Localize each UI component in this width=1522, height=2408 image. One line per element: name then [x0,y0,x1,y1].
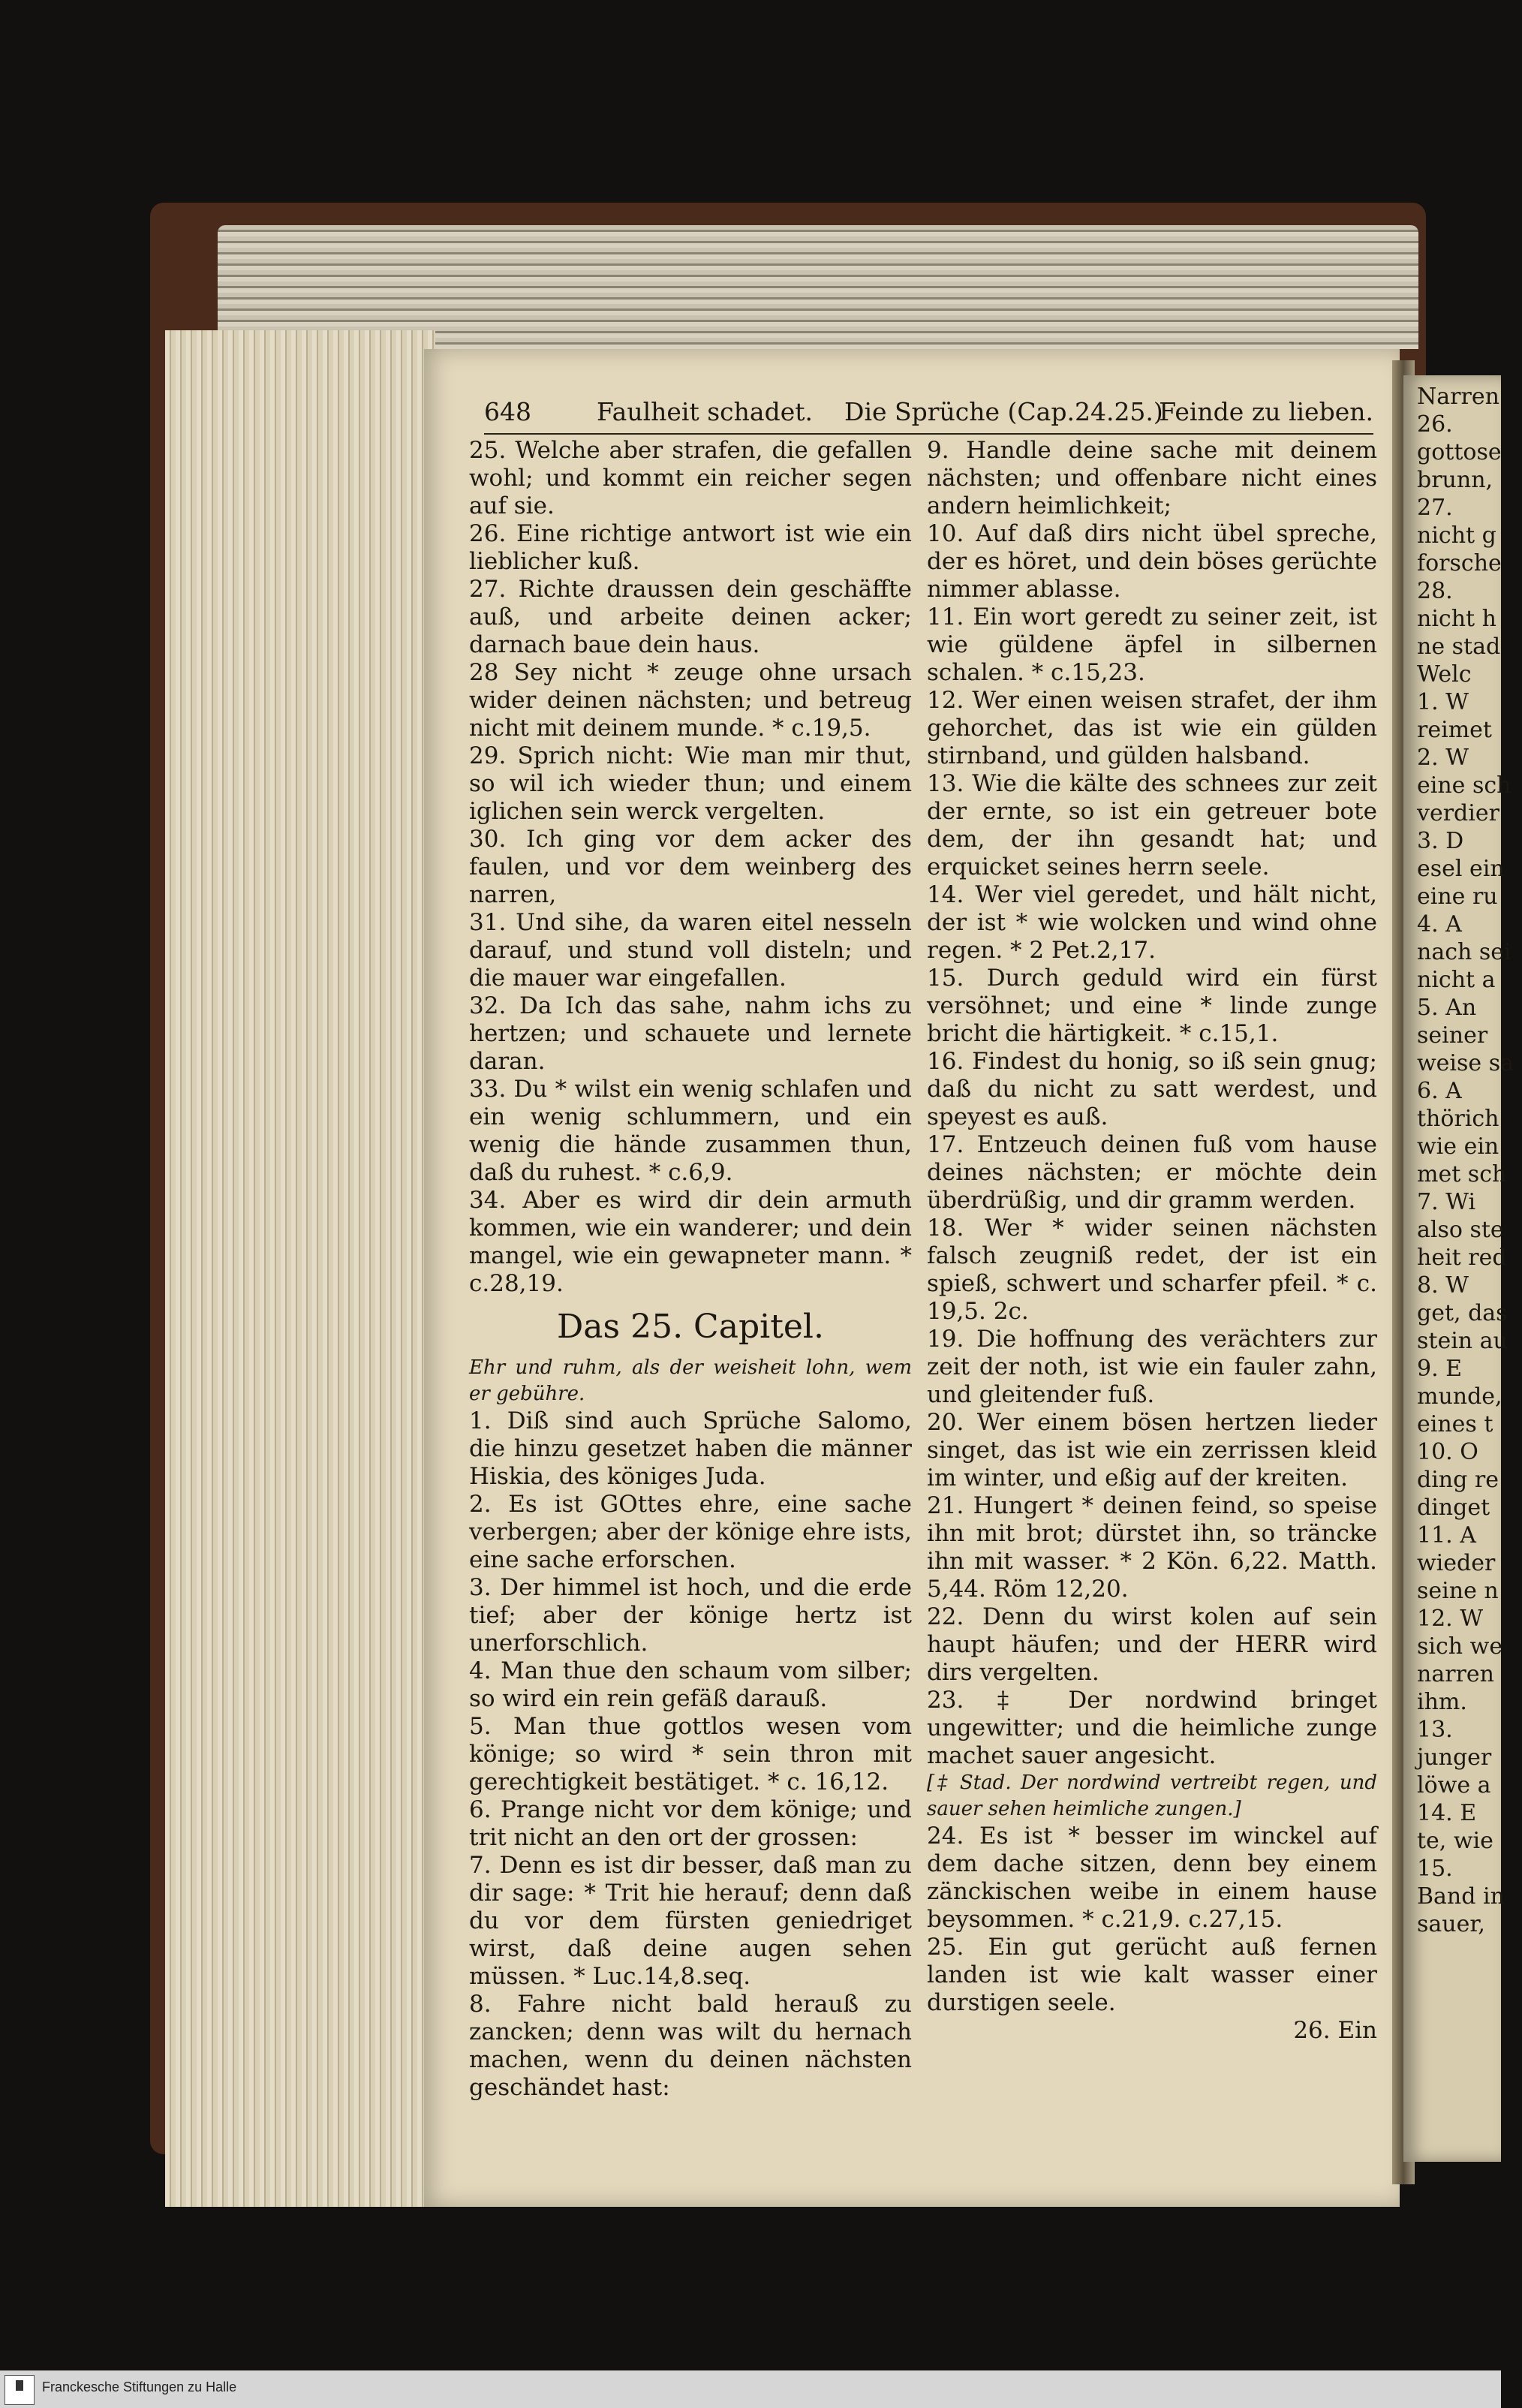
verse: 15. Durch geduld wird ein fürst versöhnet; und eine * linde zunge bricht die härtigkeit. * c.15,1. [927,965,1377,1047]
facing-page-line: 26. [1417,411,1453,438]
facing-page-line: also ste [1417,1217,1504,1243]
verse: 8. Fahre nicht bald herauß zu zancken; denn was wilt du hernach machen, wenn du deinen nächsten geschändet hast: [469,1991,912,2101]
facing-page-line: nicht h [1417,606,1496,632]
facing-page-line: sich we [1417,1633,1503,1660]
facing-page-line: verdier [1417,800,1499,826]
verse: 7. Denn es ist dir besser, daß man zu dir sage: * Trit hie herauf; denn daß du vor dem fürsten geniedriget wirst, daß deine augen sehen müssen. * Luc.14,8.seq. [469,1852,912,1990]
verse: 22. Denn du wirst kolen auf sein haupt häufen; und der HERR wird dirs vergelten. [927,1603,1377,1686]
book-title: Die Sprüche (Cap.24.25.) [844,397,1163,426]
facing-page-line: weise sa [1417,1050,1514,1076]
facing-page-line: löwe a [1417,1772,1491,1798]
verse: 26. Eine richtige antwort ist wie ein lieblicher kuß. [469,520,912,575]
facing-page-line: ding re [1417,1467,1499,1493]
facing-page-line: ne stad [1417,634,1501,660]
left-column [469,437,912,2102]
verse: 9. Handle deine sache mit deinem nächsten; und offenbare nicht eines andern heimlichkeit; [927,437,1377,519]
verse: 18. Wer * wider seinen nächsten falsch zeugniß redet, der ist ein spieß, schwert und scharfer pfeil. * c. 19,5. 2c. [927,1215,1377,1325]
verse: 10. Auf daß dirs nicht übel spreche, der es höret, und dein böses gerüchte nimmer ablasse. [927,520,1377,603]
verse: 34. Aber es wird dir dein armuth kommen, wie ein wanderer; und dein mangel, wie ein gewapneter mann. * c.28,19. [469,1187,912,1297]
facing-page-line: 5. An [1417,995,1477,1021]
verse: 11. Ein wort geredt zu seiner zeit, ist wie güldene äpfel in silbernen schalen. * c.15,23. [927,604,1377,686]
facing-page-line: Band in [1417,1883,1505,1910]
facing-page-line: 15. [1417,1856,1453,1882]
page-header [484,394,1373,435]
verse: 24. Es ist * besser im winckel auf dem dache sitzen, denn bey einem zänckischen weibe in einem hause beysommen. * c.21,9. c.27,15. [927,1823,1377,1933]
marginal-note: [‡ Stad. Der nordwind vertreibt regen, und sauer sehen heimliche zungen.] [927,1771,1377,1820]
facing-page-line: eines t [1417,1411,1493,1437]
verse: 16. Findest du honig, so iß sein gnug; daß du nicht zu satt werdest, und speyest es auß. [927,1048,1377,1130]
facing-page-line: thörich [1417,1106,1499,1132]
facing-page-text [1417,383,1522,1938]
facing-page-line: 10. O [1417,1439,1478,1465]
facing-page-line: reimet [1417,717,1492,743]
facing-page-line: narren [1417,1661,1494,1687]
verse: 30. Ich ging vor dem acker des faulen, und vor dem weinberg des narren, [469,826,912,908]
footer-bar [0,2370,1501,2408]
facing-page-line: eine ru [1417,883,1498,910]
page-number: 648 [484,397,531,426]
facing-page-line: ihm. [1417,1689,1467,1715]
verse: 33. Du * wilst ein wenig schlafen und ein wenig schlummern, und ein wenig die hände zusammen thun, daß du ruhest. * c.6,9. [469,1076,912,1186]
institution-logo-icon [5,2375,35,2405]
facing-page-line: forsche [1417,550,1502,576]
facing-page-line: eine sch [1417,772,1511,799]
facing-page-line: Narren [1417,384,1499,410]
verse: 21. Hungert * deinen feind, so speise ihn mit brot; dürstet ihn, so träncke ihn mit wasser. * 2 Kön. 6,22. Matth. 5,44. Röm 12,20. [927,1492,1377,1603]
facing-page-line: sauer, [1417,1911,1485,1937]
verse: 32. Da Ich das sahe, nahm ichs zu hertzen; und schauete und lernete daran. [469,992,912,1075]
facing-page-line: 1. W [1417,689,1469,715]
running-title-right: Feinde zu lieben. [1159,397,1373,426]
verse: 31. Und sihe, da waren eitel nesseln darauf, und stund voll disteln; und die mauer war eingefallen. [469,909,912,992]
facing-page-line: seine n [1417,1578,1499,1604]
verse: 28 Sey nicht * zeuge ohne ursach wider deinen nächsten; und betreug nicht mit deinem munde. * c.19,5. [469,659,912,742]
facing-page-line: Welc [1417,661,1472,688]
facing-page-line: 2. W [1417,745,1469,771]
right-column [927,437,1377,2045]
facing-page-fragment [1403,375,1514,2162]
facing-page-line: seiner [1417,1022,1488,1049]
verse: 5. Man thue gottlos wesen vom könige; so wird * sein thron mit gerechtigkeit bestätiget. * c. 16,12. [469,1713,912,1795]
verse: 13. Wie die kälte des schnees zur zeit der ernte, so ist ein getreuer bote dem, der ihn gesandt hat; und erquicket seines herrn seele. [927,770,1377,880]
facing-page-line: met sch [1417,1161,1507,1187]
facing-page-line: 12. W [1417,1606,1484,1632]
facing-page-line: 3. D [1417,828,1464,854]
facing-page-line: 14. E [1417,1800,1477,1826]
facing-page-line: nach sei [1417,939,1511,965]
verse: 14. Wer viel geredet, und hält nicht, der ist * wie wolcken und wind ohne regen. * 2 Pet.2,17. [927,881,1377,964]
facing-page-line: wieder [1417,1550,1496,1576]
verse: 25. Ein gut gerücht auß fernen landen ist wie kalt wasser einer durstigen seele. [927,1934,1377,2016]
facing-page-line: junger [1417,1744,1492,1771]
verse: 3. Der himmel ist hoch, und die erde tief; aber der könige hertz ist unerforschlich. [469,1574,912,1657]
facing-page-line: 9. E [1417,1356,1463,1382]
facing-page-line: 4. A [1417,911,1462,938]
facing-page-line: esel ein [1417,856,1505,882]
page-edges-left [165,330,435,2207]
facing-page-line: 7. Wi [1417,1189,1476,1215]
verse: 17. Entzeuch deinen fuß vom hause deines nächsten; er möchte dein überdrüßig, und dir gramm werden. [927,1131,1377,1214]
facing-page-line: 8. W [1417,1272,1469,1299]
verse: 4. Man thue den schaum vom silber; so wird ein rein gefäß darauß. [469,1657,912,1712]
verse: 29. Sprich nicht: Wie man mir thut, so wil ich wieder thun; und einem iglichen sein werck vergelten. [469,742,912,825]
verse: 20. Wer einem bösen hertzen lieder singet, das ist wie ein zerrissen kleid im winter, und eßig auf der kreiten. [927,1409,1377,1491]
facing-page-line: brunn, [1417,467,1493,493]
verse: 2. Es ist GOttes ehre, eine sache verbergen; aber der könige ehre ists, eine sache erforschen. [469,1491,912,1573]
facing-page-line: dinget [1417,1494,1490,1521]
facing-page-line: nicht g [1417,522,1496,549]
facing-page-line: 28. [1417,578,1453,604]
verse: 6. Prange nicht vor dem könige; und trit nicht an den ort der grossen: [469,1796,912,1851]
facing-page-line: 13. [1417,1717,1453,1743]
facing-page-line: wie ein [1417,1133,1499,1160]
verse: 27. Richte draussen dein geschäffte auß, und arbeite deinen acker; darnach baue dein haus. [469,576,912,658]
verse: 19. Die hoffnung des verächters zur zeit der noth, ist wie ein fauler zahn, und gleitender fuß. [927,1326,1377,1408]
verse: 1. Diß sind auch Sprüche Salomo, die hinzu gesetzet haben die männer Hiskia, des königes Juda. [469,1407,912,1490]
verse: 12. Wer einen weisen strafet, der ihm gehorchet, das ist wie ein gülden stirnband, und gülden halsband. [927,687,1377,769]
facing-page-line: gottose [1417,439,1502,465]
verse: 25. Welche aber strafen, die gefallen wohl; und kommt ein reicher segen auf sie. [469,437,912,519]
facing-page-line: nicht a [1417,967,1496,993]
chapter-summary: Ehr und ruhm, als der weisheit lohn, wem er gebühre. [469,1356,912,1405]
facing-page-line: te, wie [1417,1828,1493,1854]
facing-page-line: munde, [1417,1383,1502,1410]
facing-page-line: stein au [1417,1328,1508,1354]
facing-page-line: 11. A [1417,1522,1476,1549]
running-title-left: Faulheit schadet. [597,397,813,426]
catchword: 26. Ein [1293,2017,1377,2044]
credit-text: Franckesche Stiftungen zu Halle [42,2379,237,2394]
facing-page-line: 27. [1417,495,1453,521]
facing-page-line: heit red [1417,1245,1507,1271]
facing-page-line: get, das [1417,1300,1508,1326]
facing-page-line: 6. A [1417,1078,1462,1104]
chapter-title: Das 25. Capitel. [557,1308,824,1346]
verse: 23. ‡ Der nordwind bringet ungewitter; und die heimliche zunge machet sauer angesicht. [927,1687,1377,1769]
